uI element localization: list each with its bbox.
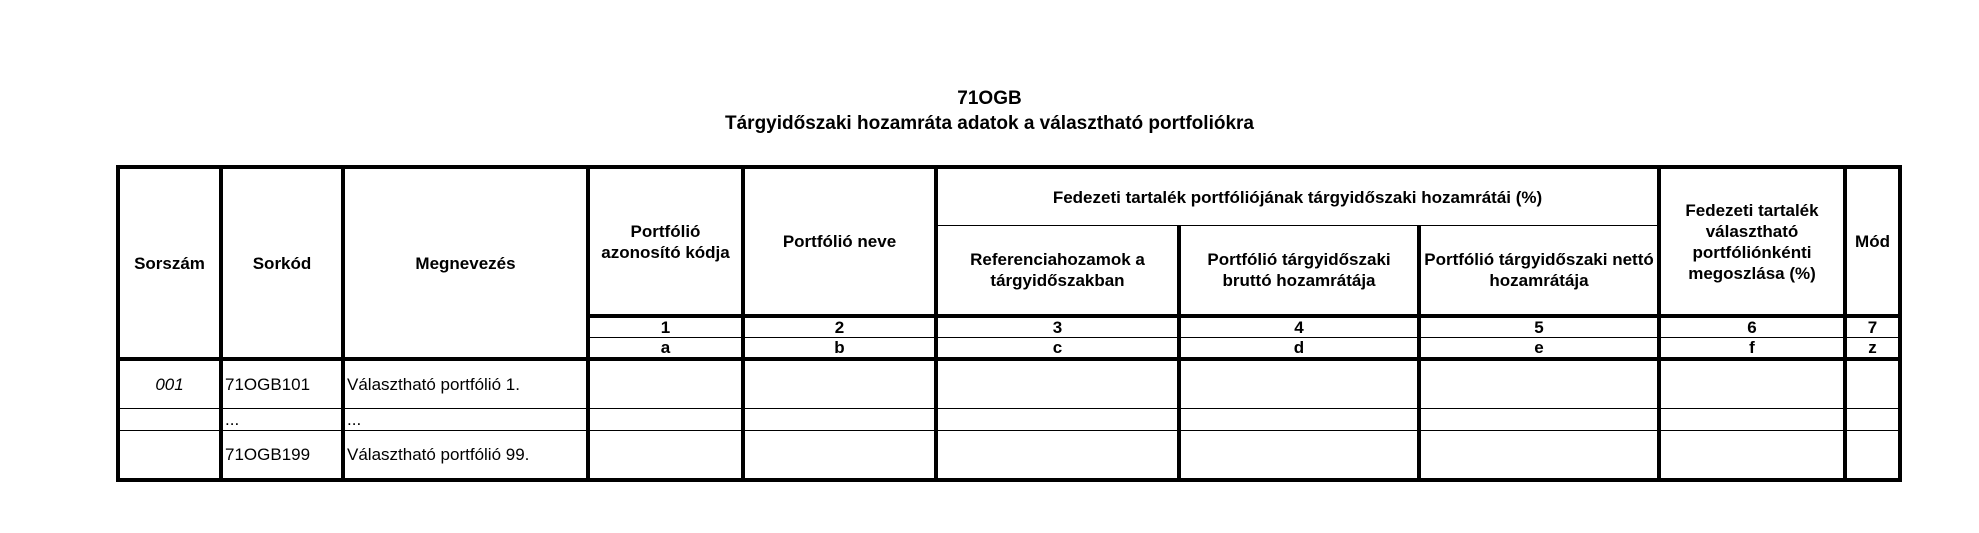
row-megnevezes: Választható portfólió 99. [343, 431, 588, 481]
column-number: 6 [1659, 316, 1845, 338]
header-sorszam: Sorszám [118, 167, 221, 359]
cell-referencia[interactable] [936, 359, 1179, 409]
cell-mod[interactable] [1845, 431, 1900, 481]
document-title: Tárgyidőszaki hozamráta adatok a választható portfoliókra [725, 113, 1254, 134]
cell-referencia[interactable] [936, 431, 1179, 481]
column-letter: b [743, 338, 936, 360]
header-portfolio-azonosito: Portfólió azonosító kódja [588, 167, 743, 316]
column-letter: d [1179, 338, 1419, 360]
header-brutto: Portfólió tárgyidőszaki bruttó hozamrátája [1179, 226, 1419, 317]
row-megnevezes: Választható portfólió 1. [343, 359, 588, 409]
column-letter: f [1659, 338, 1845, 360]
header-group-hozamratai: Fedezeti tartalék portfóliójának tárgyidőszaki hozamrátái (%) [936, 167, 1659, 226]
header-row-1 [118, 167, 1900, 226]
cell-portfolio-azonosito[interactable] [588, 409, 743, 431]
column-number: 4 [1179, 316, 1419, 338]
cell-mod[interactable] [1845, 359, 1900, 409]
header-megoszlas: Fedezeti tartalék választható portfóliónkénti megoszlása (%) [1659, 167, 1845, 316]
cell-brutto[interactable] [1179, 431, 1419, 481]
cell-portfolio-azonosito[interactable] [588, 431, 743, 481]
row-sorszam [118, 431, 221, 481]
cell-brutto[interactable] [1179, 359, 1419, 409]
row-sorkod: 71OGB101 [221, 359, 343, 409]
return-rate-table [116, 165, 1902, 482]
column-letter: a [588, 338, 743, 360]
column-letter: e [1419, 338, 1659, 360]
column-number: 5 [1419, 316, 1659, 338]
column-number: 3 [936, 316, 1179, 338]
cell-netto[interactable] [1419, 409, 1659, 431]
row-sorkod: ... [221, 409, 343, 431]
row-sorszam: 001 [118, 359, 221, 409]
header-portfolio-neve: Portfólió neve [743, 167, 936, 316]
cell-netto[interactable] [1419, 431, 1659, 481]
row-megnevezes: ... [343, 409, 588, 431]
header-netto: Portfólió tárgyidőszaki nettó hozamrátája [1419, 226, 1659, 317]
cell-portfolio-neve[interactable] [743, 409, 936, 431]
header-mod: Mód [1845, 167, 1900, 316]
header-megnevezes: Megnevezés [343, 167, 588, 359]
cell-megoszlas[interactable] [1659, 359, 1845, 409]
cell-mod[interactable] [1845, 409, 1900, 431]
table-row [118, 359, 1900, 409]
column-letter: c [936, 338, 1179, 360]
document-code: 71OGB [957, 88, 1022, 109]
column-number: 7 [1845, 316, 1900, 338]
cell-brutto[interactable] [1179, 409, 1419, 431]
cell-megoszlas[interactable] [1659, 409, 1845, 431]
row-sorszam [118, 409, 221, 431]
row-sorkod: 71OGB199 [221, 431, 343, 481]
cell-portfolio-azonosito[interactable] [588, 359, 743, 409]
column-number: 1 [588, 316, 743, 338]
cell-netto[interactable] [1419, 359, 1659, 409]
cell-megoszlas[interactable] [1659, 431, 1845, 481]
cell-portfolio-neve[interactable] [743, 359, 936, 409]
table-row [118, 409, 1900, 431]
header-sorkod: Sorkód [221, 167, 343, 359]
header-referencia: Referenciahozamok a tárgyidőszakban [936, 226, 1179, 317]
table-row [118, 431, 1900, 481]
column-number: 2 [743, 316, 936, 338]
cell-referencia[interactable] [936, 409, 1179, 431]
cell-portfolio-neve[interactable] [743, 431, 936, 481]
column-letter: z [1845, 338, 1900, 360]
